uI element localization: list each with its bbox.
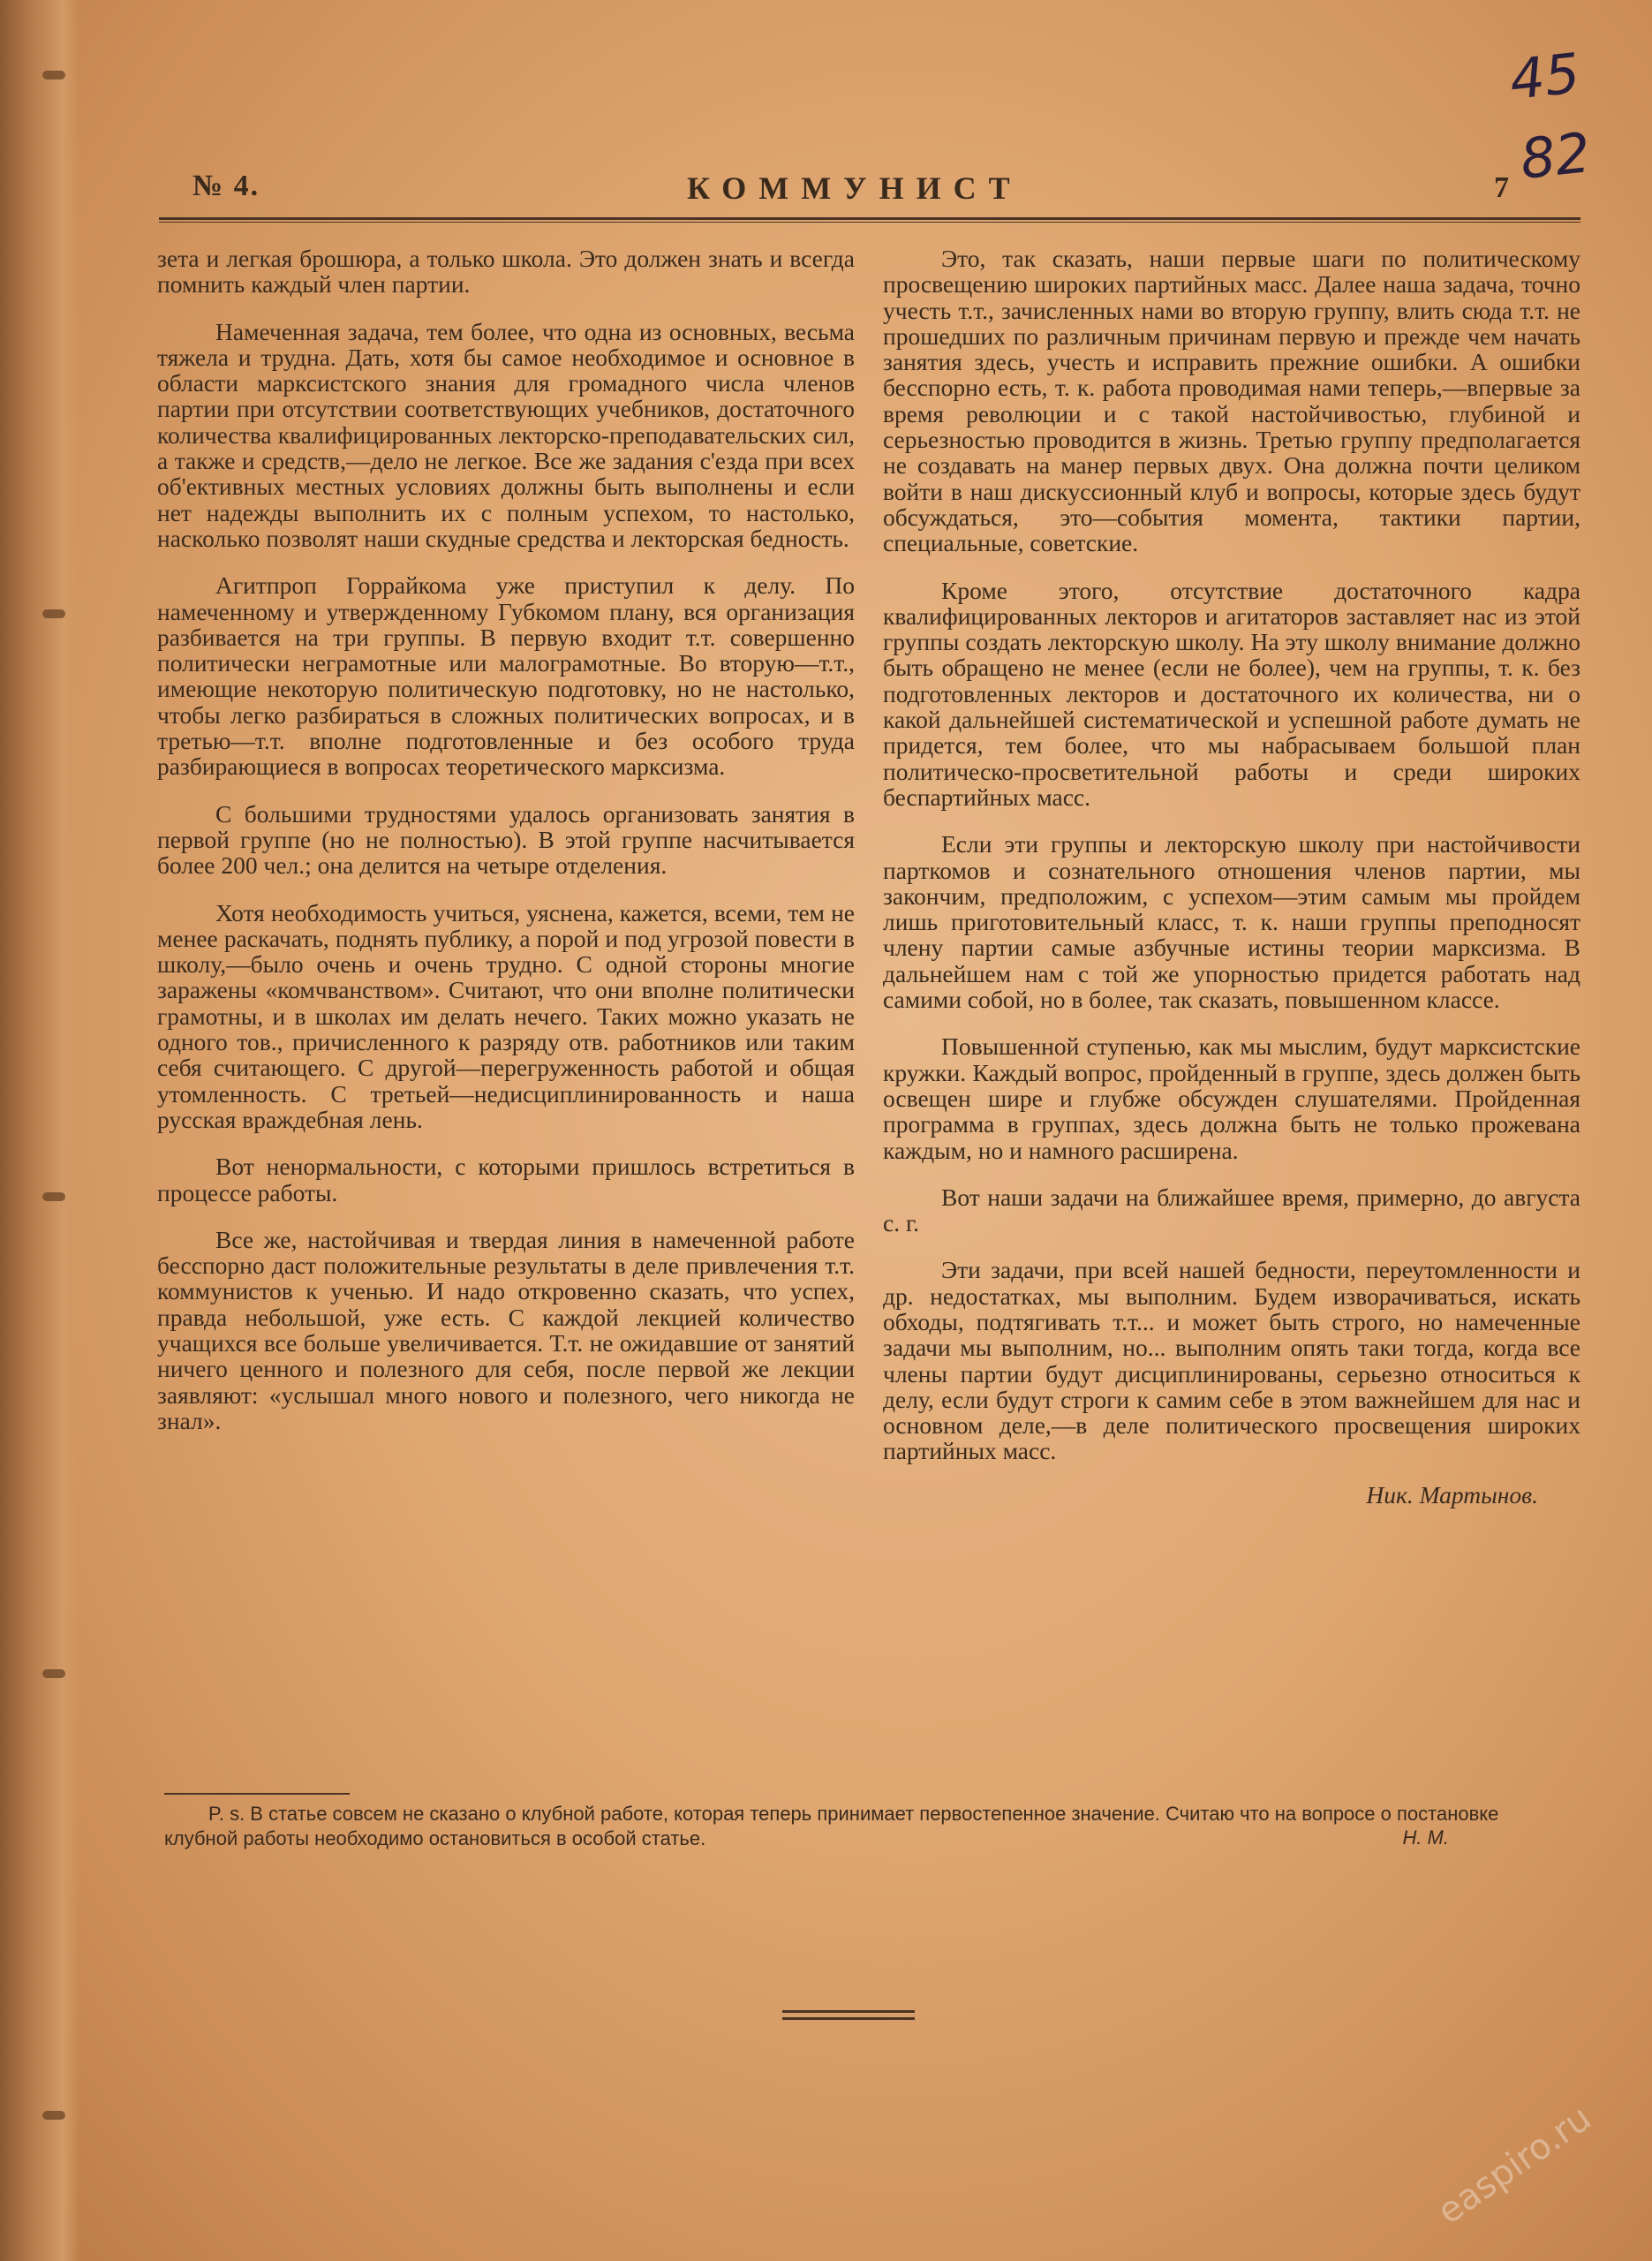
- footnote: P. s. В статье совсем не сказано о клубной работе, которая теперь принимает первостепенное значение. Считаю что на вопросе о постановке клубной работы необходимо остановиться в особой статье.: [164, 1803, 1499, 1849]
- binding-stitch: [42, 609, 65, 618]
- paragraph: Вот ненормальности, с которыми пришлось встретиться в процессе работы.: [157, 1153, 855, 1206]
- page-header: [192, 170, 1555, 214]
- paragraph: Повышенной ступенью, как мы мыслим, будут марксистские кружки. Каждый вопрос, пройденный в группе, здесь должен быть освещен шире и глубже обсужден слушателями. Пройденная программа в группах, здесь должна быть не только прожевана каждым, но и намного расширена.: [883, 1032, 1580, 1164]
- right-column: [883, 246, 1580, 1508]
- end-ornament: [782, 2010, 915, 2028]
- left-column: [157, 246, 855, 1455]
- paragraph: Намеченная задача, тем более, что одна из основных, весьма тяжела и трудна. Дать, хотя бы самое необходимое и основное в области марксистского знания для громадного числа членов партии при отсутствии соответствующих учебников, достаточного количества квалифицированных лекторско-преподавательских сил, а также и средств,—дело не легкое. Все же задания с'езда при всех об'ективных местных условиях должны быть выполнены и если нет надежды выполнить их с полным успехом, то настолько, насколько позволят наши скудные средства и лекторская бедность.: [157, 317, 855, 552]
- paragraph: Все же, настойчивая и твердая линия в намеченной работе бесспорно даст положительные результаты в деле привлечения т.т. коммунистов к ученью. И надо откровенно сказать, что успех, правда небольшой, уже есть. С каждой лекцией количество учащихся все больше увеличивается. Т.т. не ожидавшие от занятий ничего ценного и полезного для себя, после первой же лекции заявляют: «услышал много нового и полезного, чего никогда не знал».: [157, 1225, 855, 1434]
- page-number: 7: [1494, 171, 1509, 204]
- footnote-rule: [164, 1793, 350, 1795]
- binding-stitch: [42, 71, 65, 79]
- header-rule: [159, 217, 1580, 223]
- issue-number: № 4.: [192, 170, 260, 202]
- paragraph: Если эти группы и лекторскую школу при настойчивости парткомов и сознательного отношения членов партии, мы закончим, предположим, с успехом—этим самым мы пройдем лишь приготовительный класс, т. к. наши группы преподносят члену партии самые азбучные истины теории марксизма. В дальнейшем нам с той же упорностью придется работать над самими собой, но в более, так сказать, повышенном классе.: [883, 830, 1580, 1014]
- paragraph: Эти задачи, при всей нашей бедности, переутомленности и др. недостатках, мы выполним. Будем изворачиваться, искать обходы, подтягивать т.т... и может быть строго, но намеченные задачи мы выполним, но... выполним опять таки тогда, когда все члены партии будут дисциплинированы, серьезно относиться к делу, если будут строги к самим себе в этом важнейшем для нас и основном деле,—в деле политического просвещения широких партийных масс.: [883, 1256, 1580, 1465]
- watermark: easpiro.ru: [1430, 2098, 1599, 2233]
- paragraph: Агитпроп Горрайкома уже приступил к делу. По намеченному и утвержденному Губкомом плану, вся организация разбивается на три группы. В первую входит т.т. совершенно политически неграмотные или малограмотные. Во вторую—т.т., имеющие некоторую политическую подготовку, но не настолько, чтобы легко разбираться в сложных политических вопросах, и в третью—т.т. вполне подготовленные и без особого труда разбирающиеся в вопросах теоретического марксизма.: [157, 571, 855, 781]
- binding-stitch: [42, 2111, 65, 2120]
- paragraph: С большими трудностями удалось организовать занятия в первой группе (но не полностью). В этой группе насчитывается более 200 чел.; она делится на четыре отделения.: [157, 799, 855, 880]
- paragraph: Это, так сказать, наши первые шаги по политическому просвещению широких партийных масс. Далее наша задача, точно учесть т.т., зачисленных нами во вторую группу, влить сюда т.т. не прошедших по различным причинам первую и прежде чем начать занятия здесь, учесть и исправить прежние ошибки. А ошибки бесспорно есть, т. к. работа проводимая нами теперь,—впервые за время революции и с такой настойчивостью, глубиной и серьезностью проводится в жизнь. Третью группу предполагается не создавать на манер первых двух. Она должна почти целиком войти в наш дискуссионный клуб и вопросы, которые здесь будут обсуждаться, это—события момента, тактики партии, специальные, советские.: [883, 245, 1580, 557]
- binding-spine: [0, 0, 79, 2261]
- handwritten-number-bottom: 82: [1517, 120, 1594, 192]
- paragraph: Вот наши задачи на ближайшее время, примерно, до августа с. г.: [883, 1183, 1580, 1237]
- paragraph: зета и легкая брошюра, а только школа. Это должен знать и всегда помнить каждый член партии.: [157, 245, 855, 299]
- paragraph: Кроме этого, отсутствие достаточного кадра квалифицированных лекторов и агитаторов заставляет нас из этой группы создать лекторскую школу. На эту школу внимание должно быть обращено не менее (если не более), чем на группы, т. к. без подготовленных лекторов и достаточного их количества, ни о какой дальнейшей систематической и успешной работе думать не придется, тем более, что мы набрасываем большой план политическо-просветительной работы и среди широких беспартийных масс.: [883, 576, 1580, 811]
- binding-stitch: [42, 1669, 65, 1678]
- paragraph: Хотя необходимость учиться, уяснена, кажется, всеми, тем не менее раскачать, поднять публику, а порой и под угрозой повести в школу,—было очень и очень трудно. С одной стороны многие заражены «комчванством». Считают, что они вполне политически грамотны, и в школах им делать нечего. Таких можно указать не одного тов., причисленного к разряду отв. работников или таким себя считающего. С другой—перегруженность работой и общая утомленность. С третьей—недисциплинированность и наша русская враждебная лень.: [157, 898, 855, 1133]
- binding-stitch: [42, 1192, 65, 1201]
- footnote-signature: Н. М.: [1402, 1826, 1449, 1849]
- handwritten-number-top: 45: [1506, 41, 1583, 112]
- author-signature: Ник. Мартынов.: [1366, 1480, 1538, 1509]
- masthead-title: КОММУНИСТ: [687, 170, 1022, 206]
